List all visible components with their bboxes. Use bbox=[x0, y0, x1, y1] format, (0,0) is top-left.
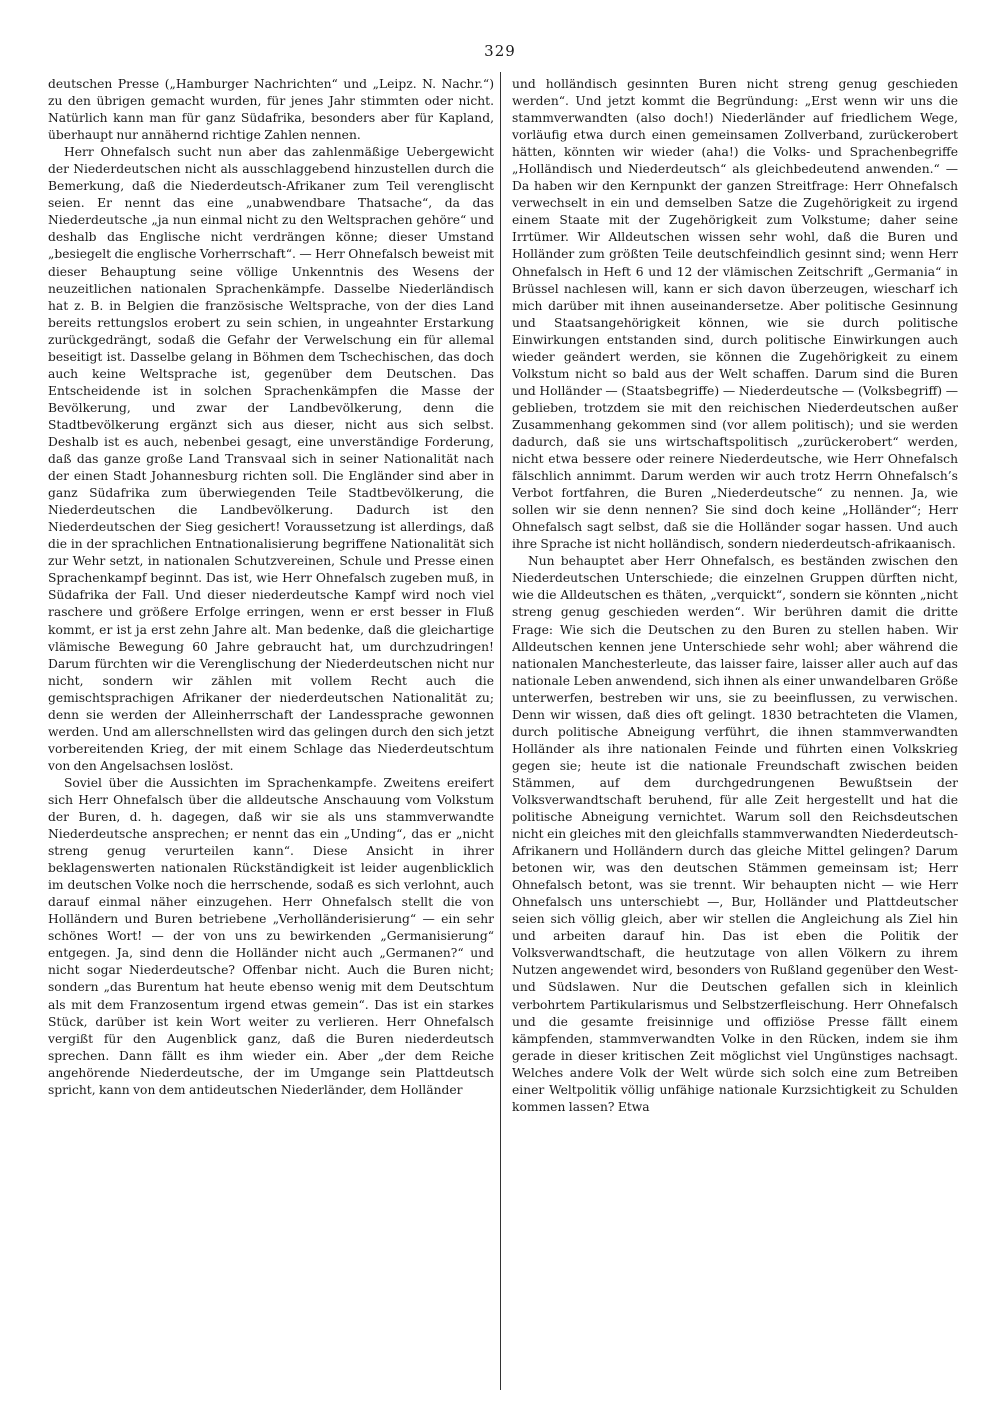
paragraph: deutschen Presse („Hamburger Nachrichten“ und „Leipz. N. Nachr.“) zu den übrigen gemacht wurden, für jenes Jahr stimmten oder nicht. Natürlich kann man für ganz Südafrika, besonders aber für Kapland, überhaupt nur annähernd richtige Zahlen nennen. bbox=[48, 77, 494, 143]
right-column bbox=[512, 76, 958, 1394]
paragraph: Herr Ohnefalsch sucht nun aber das zahlenmäßige Uebergewicht der Niederdeutschen nicht als ausschlaggebend hinzustellen durch die Bemerkung, daß die Niederdeutsch-Afrikaner zum Teil verenglischt seien. Er nennt das eine „unabwendbare Thatsache“, da das Niederdeutsche „ja nun einmal nicht zu den Weltsprachen gehöre“ und deshalb das Englische nicht verdrängen könne; dieser Umstand „besiegelt die englische Vorherrschaft“. — Herr Ohnefalsch beweist mit dieser Behauptung seine völlige Unkenntnis des Wesens der neuzeitlichen nationalen Sprachenkämpfe. Dasselbe Niederländisch hat z. B. in Belgien die französische Weltsprache, von der dies Land bereits rettungslos erobert zu sein schien, in ungeahnter Erstarkung zurückgedrängt, sodaß die Gefahr der Verwelschung ein für allemal beseitigt ist. Dasselbe gelang in Böhmen dem Tschechischen, das doch auch keine Weltsprache ist, gegenüber dem Deutschen. Das Entscheidende ist in solchen Sprachenkämpfen die Masse der Bevölkerung, und zwar der Landbevölkerung, denn die Stadtbevölkerung ergänzt sich aus dieser, nicht aus sich selbst. Deshalb ist es auch, nebenbei gesagt, eine unverständige Forderung, daß das ganze große Land Transvaal sich in seiner Nationalität nach der einen Stadt Johannesburg richten soll. Die Engländer sind aber in ganz Südafrika zum überwiegenden Teile Stadtbevölkerung, die Niederdeutschen die Landbevölkerung. Dadurch ist den Niederdeutschen der Sieg gesichert! Voraussetzung ist allerdings, daß die in der sprachlichen Entnationalisierung begriffene Nationalität sich zur Wehr setzt, in nationalen Schutzvereinen, Schule und Presse einen Sprachenkampf beginnt. Das ist, wie Herr Ohnefalsch zugeben muß, in Südafrika der Fall. Und dieser niederdeutsche Kampf wird noch viel raschere und größere Erfolge erringen, wenn er erst besser in Fluß kommt, er ist ja erst zehn Jahre alt. Man bedenke, daß die gleichartige vlämische Bewegung 60 Jahre gebraucht hat, um durchzudringen! Darum fürchten wir die Verenglischung der Niederdeutschen nicht nur nicht, sondern wir zählen mit vollem Recht auch die gemischtsprachigen Afrikaner der niederdeutschen Nationalität zu; denn sie werden der Alleinherrschaft der Landessprache gewonnen werden. Und am allerschnellsten wird das gelingen durch den sich jetzt vorbereitenden Krieg, der mit einem Schlage das Niederdeutschtum von den Angelsachsen loslöst. bbox=[48, 145, 494, 773]
page-number: 329 bbox=[484, 42, 516, 60]
column-divider bbox=[500, 72, 501, 1390]
paragraph: Soviel über die Aussichten im Sprachenkampfe. Zweitens ereifert sich Herr Ohnefalsch über die alldeutsche Anschauung vom Volkstum der Buren, d. h. dagegen, daß wir sie als uns stammverwandte Niederdeutsche ansprechen; er nennt das ein „Unding“, das er „nicht streng genug verurteilen kann“. Diese Ansicht in ihrer beklagenswerten nationalen Rückständigkeit ist leider augenblicklich im deutschen Volke noch die herrschende, sodaß es sich verlohnt, auch darauf einmal näher einzugehen. Herr Ohnefalsch stellt die von Holländern und Buren betriebene „Verholländerisierung“ — ein sehr schönes Wort! — der von uns zu bewirkenden „Germanisierung“ entgegen. Ja, sind denn die Holländer nicht auch „Germanen?“ und nicht sogar Niederdeutsche? Offenbar nicht. Auch die Buren nicht; sondern „das Burentum hat heute ebenso wenig mit dem Deutschtum als mit dem Franzosentum irgend etwas gemein“. Das ist ein starkes Stück, darüber ist kein Wort weiter zu verlieren. Herr Ohnefalsch vergißt für den Augenblick ganz, daß die Buren niederdeutsch sprechen. Dann fällt es ihm wieder ein. Aber „der dem Reiche angehörende Niederdeutsche, der im Umgange sein Plattdeutsch spricht, kann von dem antideutschen Niederländer, dem Holländer bbox=[48, 775, 494, 1097]
left-column bbox=[48, 76, 494, 1394]
paragraph: Nun behauptet aber Herr Ohnefalsch, es beständen zwischen den Niederdeutschen Unterschiede; die einzelnen Gruppen dürften nicht, wie die Alldeutschen es thäten, „verquickt“, sondern sie könnten „nicht streng genug geschieden werden“. Wir berühren damit die dritte Frage: Wie sich die Deutschen zu den Buren zu stellen haben. Wir Alldeutschen kennen jene Unterschiede sehr wohl; aber während die nationalen Manchesterleute, das laisser faire, laisser aller auch auf das nationale Leben anwendend, sich ihnen als einer unwandelbaren Größe unterwerfen, bestreben wir uns, sie zu beeinflussen, zu verwischen. Denn wir wissen, daß dies oft gelingt. 1830 betrachteten die Vlamen, durch politische Abneigung verführt, die ihnen stammverwandten Holländer als ihre nationalen Feinde und führten einen Volkskrieg gegen sie; heute ist die nationale Freundschaft zwischen beiden Stämmen, auf dem durchgedrungenen Bewußtsein der Volksverwandtschaft beruhend, für alle Zeit hergestellt und hat die politische Abneigung vernichtet. Warum soll den Reichsdeutschen nicht ein gleiches mit den gleichfalls stammverwandten Niederdeutsch-Afrikanern und Holländern durch das gleiche Mittel gelingen? Darum betonen wir, was den deutschen Stämmen gemeinsam ist; Herr Ohnefalsch betont, was sie trennt. Wir behaupten nicht — wie Herr Ohnefalsch uns unterschiebt —, Bur, Holländer und Plattdeutscher seien sich völlig gleich, aber wir stellen die Angleichung als Ziel hin und arbeiten darauf hin. Das ist eben die Politik der Volksverwandtschaft, die heutzutage von allen Völkern zu ihrem Nutzen angewendet wird, besonders von Rußland gegenüber den West- und Südslawen. Nur die Deutschen gefallen sich in kleinlich verbohrtem Partikularismus und Selbstzerfleischung. Herr Ohnefalsch und die gesamte freisinnige und offiziöse Presse fällt einem kämpfenden, stammverwandten Volke in den Rücken, indem sie ihm gerade in dieser kritischen Zeit möglichst viel Ungünstiges nachsagt. Welches andere Volk der Welt würde sich solch eine zum Betreiben einer Weltpolitik völlig unfähige nationale Kurzsichtigkeit zu Schulden kommen lassen? Etwa bbox=[512, 554, 958, 1114]
paragraph: und holländisch gesinnten Buren nicht streng genug geschieden werden“. Und jetzt kommt die Begründung: „Erst wenn wir uns die stammverwandten (also doch!) Niederländer auf friedlichem Wege, vorläufig etwa durch einen gemeinsamen Zollverband, zurückerobert hätten, könnten wir wieder (aha!) die Volks- und Sprachenbegriffe „Holländisch und Niederdeutsch“ als gleichbedeutend anwenden.“ — Da haben wir den Kernpunkt der ganzen Streitfrage: Herr Ohnefalsch verwechselt in ein und demselben Satze die Zugehörigkeit zu irgend einem Staate mit der Zugehörigkeit zum Volkstume; daher seine Irrtümer. Wir Alldeutschen wissen sehr wohl, daß die Buren und Holländer zum größten Teile deutschfeindlich gesinnt sind; wenn Herr Ohnefalsch in Heft 6 und 12 der vlämischen Zeitschrift „Germania“ in Brüssel nachlesen will, kann er sich davon überzeugen, wiescharf ich mich darüber mit ihnen auseinandersetze. Aber politische Gesinnung und Staatsangehörigkeit können, wie sie durch politische Einwirkungen entstanden sind, durch politische Einwirkungen auch wieder geändert werden, sie können die Zugehörigkeit zu einem Volkstum nicht so bald aus der Welt schaffen. Darum sind die Buren und Holländer — (Staatsbegriffe) — Niederdeutsche — (Volksbegriff) — geblieben, trotzdem sie mit den reichischen Niederdeutschen außer Zusammenhang gekommen sind (vor allem politisch); und sie werden dadurch, daß sie uns wirtschaftspolitisch „zurückerobert“ werden, nicht etwa bessere oder reinere Niederdeutsche, wie Herr Ohnefalsch fälschlich annimmt. Darum werden wir auch trotz Herrn Ohnefalsch’s Verbot fortfahren, die Buren „Niederdeutsche“ zu nennen. Ja, wie sollen wir sie denn nennen? Sie sind doch keine „Holländer“; Herr Ohnefalsch sagt selbst, daß sie die Holländer sogar hassen. Und auch ihre Sprache ist nicht holländisch, sondern niederdeutsch-afrikaanisch. bbox=[512, 77, 958, 552]
